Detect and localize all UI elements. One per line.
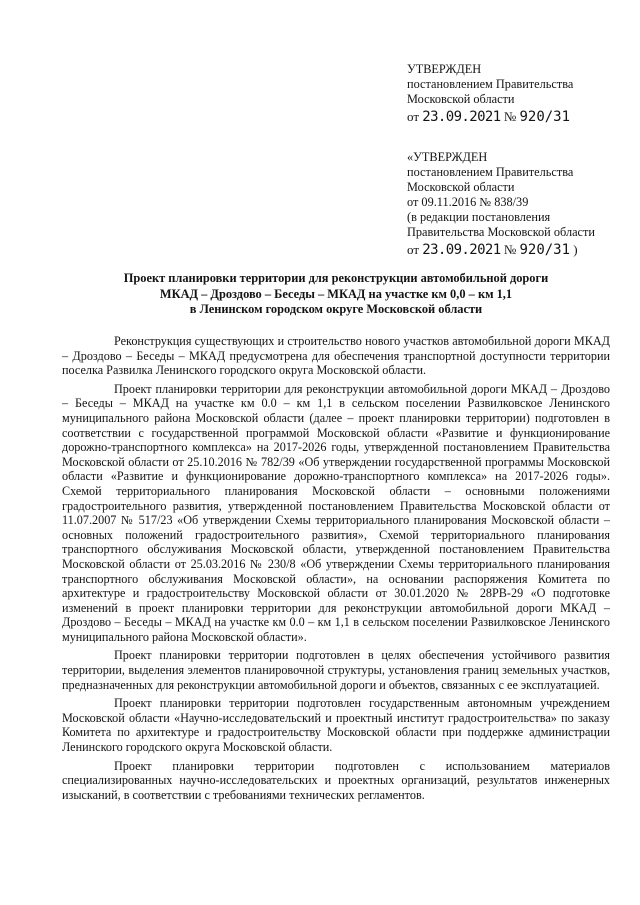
date-prefix: от xyxy=(407,109,420,124)
document-body xyxy=(62,334,610,806)
paragraph: Проект планировки территории для реконструкции автомобильной дороги МКАД – Дроздово – Беседы – МКАД на участке км 0.0 – км 1,1 в сельском поселении Развилковское Ленинского муниципального района Московской области (далее – проект планировки территории) подготовлен в соответствии с государственной программой Московской области «Развитие и функционирование дорожно-транспортного комплекса» на 2017-2026 годы, утвержденной постановлением Правительства Московской области от 25.10.2016 № 782/39 «Об утверждении государственной программы Московской области «Развитие и функционирование дорожно-транспортного комплекса» на 2017-2026 годы». Схемой территориального планирования Московской области – основными положениями градостроительного развития, утвержденной постановлением Правительства Московской области от 11.07.2007 № 517/23 «Об утверждении Схемы территориального планирования Московской области – основных положений градостроительного развития», Схемой территориального планирования транспортного обслуживания Московской области, утвержденной постановлением Правительства Московской области от 25.03.2016 № 230/8 «Об утверждении Схемы территориального планирования транспортного обслуживания Московской области», на основании распоряжения Комитета по архитектуре и градостроительству Московской области от 30.01.2020 № 28РВ-29 «О подготовке изменений в проект планировки территории для реконструкции автомобильной дороги МКАД – Дроздово – Беседы – МКАД на участке км 0.0 – км 1,1 в сельском поселении Развилковское Ленинского муниципального района Московской области». xyxy=(62,381,610,644)
approval-date-line xyxy=(407,242,595,258)
approval-region: Московской области xyxy=(407,92,515,106)
approval-region: Московской области xyxy=(407,180,515,194)
paragraph: Реконструкция существующих и строительство нового участков автомобильной дороги МКАД – Дроздово – Беседы – МКАД предусмотрена для обеспечения транспортной доступности территории поселка Развилка Ленинского городского округа Московской области. xyxy=(62,334,610,378)
approval-stamp-current xyxy=(407,62,573,125)
approval-edition-note: (в редакции постановления xyxy=(407,210,551,224)
title-line-1: Проект планировки территории для реконструкции автомобильной дороги xyxy=(123,271,549,285)
date-prefix: от xyxy=(407,242,420,257)
paragraph: Проект планировки территории подготовлен с использованием материалов специализированных научно-исследовательских и проектных организаций, результатов инженерных изысканий, в соответствии с требованиями технических регламентов. xyxy=(62,758,610,802)
approval-heading: УТВЕРЖДЕН xyxy=(407,62,482,76)
approval-heading: «УТВЕРЖДЕН xyxy=(407,150,488,164)
approval-edition-issuer: Правительства Московской области xyxy=(407,225,595,239)
paragraph: Проект планировки территории подготовлен в целях обеспечения устойчивого развития территории, выделения элементов планировочной структуры, установления границ земельных участков, предназначенных для реконструкции автомобильной дороги и объектов, связанных с ее эксплуатацией. xyxy=(62,648,610,692)
paragraph: Проект планировки территории подготовлен государственным автономным учреждением Московской области «Научно-исследовательский и проектный институт градостроительства» по заказу Комитета по архитектуре и градостроительству Московской области при поддержке администрации Ленинского городского округа Московской области. xyxy=(62,696,610,755)
approval-date-line xyxy=(407,109,573,125)
approval-issuer: постановлением Правительства xyxy=(407,77,574,91)
closing-bracket: ) xyxy=(573,242,578,257)
title-line-2: МКАД – Дроздово – Беседы – МКАД на участке км 0,0 – км 1,1 xyxy=(159,286,513,301)
approval-stamp-original xyxy=(407,150,595,258)
approval-number: 920/31 xyxy=(519,109,571,125)
title-line-3: в Ленинском городском округе Московской области xyxy=(189,302,483,316)
number-prefix: № xyxy=(503,109,517,124)
approval-date: 23.09.2021 xyxy=(422,242,501,258)
approval-date: 23.09.2021 xyxy=(422,109,501,125)
document-title xyxy=(62,271,610,318)
approval-number: 920/31 xyxy=(519,242,571,258)
approval-issuer: постановлением Правительства xyxy=(407,165,574,179)
number-prefix: № xyxy=(503,242,517,257)
approval-original-ref: от 09.11.2016 № 838/39 xyxy=(407,195,529,209)
